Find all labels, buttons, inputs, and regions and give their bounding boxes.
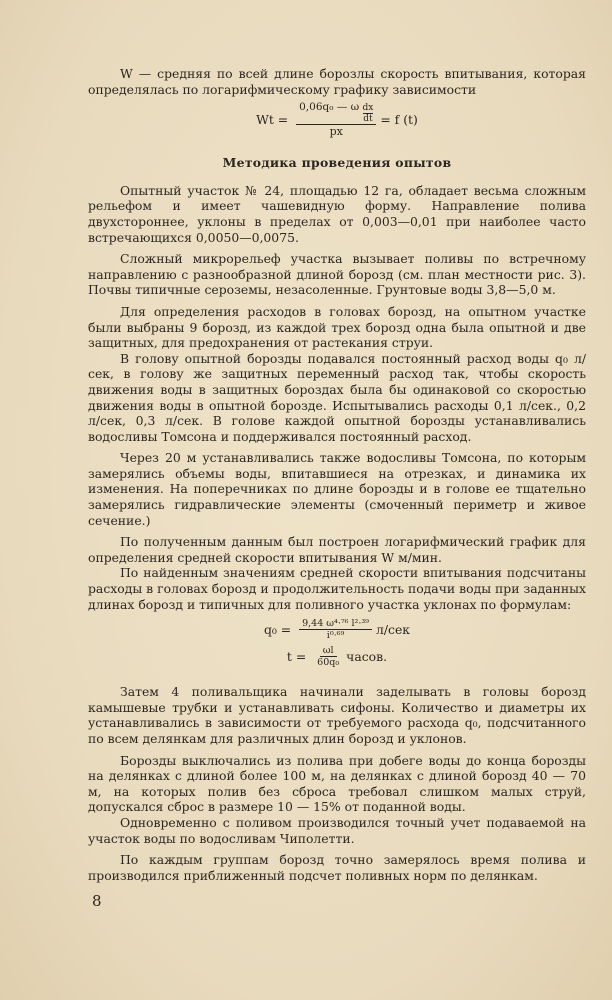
paragraph-8: Затем 4 поливальщика начинали заделывать в головы борозд камышевые трубки и устанавливать сифоны. Количество и диаметры их устанавливались в зависимости от требуемого расхода q₀, подсчитанного по всем делянкам для различных длин борозд и уклонов.: [88, 684, 586, 746]
paragraph-7: По найденным значениям средней скорости впитывания подсчитаны расходы в головах борозд и продолжительность подачи воды при заданных длинах борозд и типичных для поливного участка уклонах по формулам:: [88, 565, 586, 612]
paragraph-10: Одновременно с поливом производился точный учет подаваемой на участок воды по водосливам Чиполетти.: [88, 814, 586, 846]
formula-wt: Wt = 0,06q₀ — ω $\frac{dx}{dt}$ px = f (t): [256, 101, 418, 139]
formula-t: t = $\frac{\omega l}{\text{60q₀}}$ часов.: [286, 645, 388, 669]
paragraph-1: Опытный участок № 24, площадью 12 га, обладает весьма сложным рельефом и имеет чашевидную форму. Направление полива двухстороннее, уклоны в пределах от 0,003—0,01 при наиболее часто встречающихся 0,0050—0,0075.: [88, 182, 586, 245]
paragraph-3: Для определения расходов в головах борозд, на опытном участке были выбраны 9 борозд, из каждой трех борозд одна была опытной и две защитных, для предохранения от растекания струи.: [88, 303, 586, 351]
paragraph-11: По каждым группам борозд точно замерялось время полива и производился приближенный подсчет поливных норм по делянкам.: [88, 852, 586, 883]
paragraph-4: В голову опытной борозды подавался постоянный расход воды q₀ л/сек, в голову же защитных переменный расход так, чтобы скорость движения воды в защитных бороздах была бы одинаковой со скоростью движения воды в опытной борозде. Испытывались расходы 0,1 л/сек., 0,2 л/сек, 0,3 л/сек. В голове каждой опытной борозды устанавливались водосливы Томсона и поддерживался постоянный расход.: [88, 350, 586, 444]
page-body: [88, 66, 586, 883]
formula-wt-lhs: Wt: [256, 112, 274, 128]
paragraph-5: Через 20 м устанавливались также водосливы Томсона, по которым замерялись объемы воды, впитавшиеся на отрезках, и динамика их изменения. На поперечниках по длине борозды и в голове ее тщательно замерялись гидравлические элементы (смоченный периметр и живое сечение.): [88, 450, 586, 528]
formula-t-fraction: $\frac{\omega l}{\text{60q₀}}$: [317, 645, 340, 669]
paragraph-9: Борозды выключались из полива при добеге воды до конца борозды на делянках с длиной более 100 м, на делянках с длиной борозд 40 — 70 м, на которых полив без сброса требовал слишком малых струй, допускался сброс в размере 10 — 15% от поданной воды.: [88, 752, 586, 815]
paragraph-6: По полученным данным был построен логарифмический график для определения средней скорости впитывания W м/мин.: [88, 534, 586, 565]
paragraph-w-definition: W — средняя по всей длине борозлы скорость впитывания, которая определялась по логарифмическому графику зависимости: [88, 66, 586, 97]
formula-q0-fraction: $\frac{\text{9,44 ω⁴·⁷⁶ l²·³⁹}}{\text{i⁰·⁶⁹}}$: [299, 618, 372, 641]
formula-wt-fraction: 0,06q₀ — ω $\frac{dx}{dt}$ px: [296, 101, 376, 139]
section-heading: Методика проведения опытов: [222, 155, 452, 171]
page-number: 8: [92, 892, 102, 910]
paragraph-2: Сложный микрорельеф участка вызывает поливы по встречному направлению с разнообразной длиной борозд (см. план местности рис. 3). Почвы типичные сероземы, незасоленные. Грунтовые воды 3,8—5,0 м.: [88, 251, 586, 298]
formula-dx-dt: $\frac{dx}{dt}$: [362, 103, 374, 125]
formula-q0: q₀ = $\frac{\text{9,44 ω⁴·⁷⁶ l²·³⁹}}{\text{i⁰·⁶⁹}}$ л/сек: [263, 618, 411, 642]
formula-wt-rhs: = f (t): [380, 112, 418, 128]
